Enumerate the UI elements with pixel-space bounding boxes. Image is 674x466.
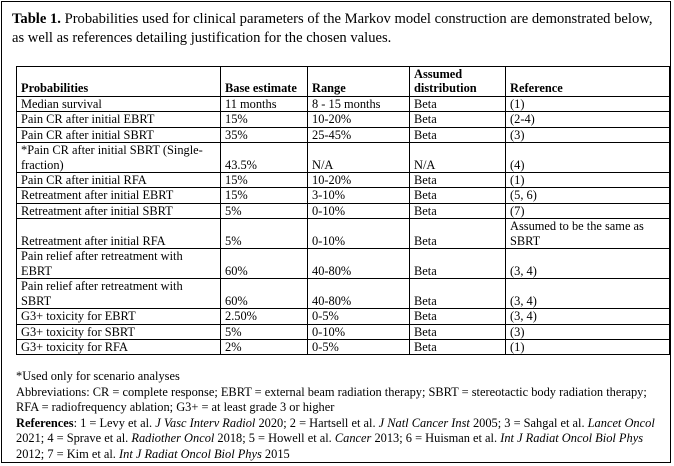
cell-range: N/A: [308, 143, 410, 173]
ref-journal: J Vasc Interv Radiol: [155, 415, 256, 430]
table-row: [17, 143, 670, 173]
cell-ref: (5, 6): [506, 188, 670, 203]
cell-param: G3+ toxicity for RFA: [17, 340, 221, 355]
cell-param: Pain CR after initial RFA: [17, 173, 221, 188]
cell-ref: (1): [506, 96, 670, 111]
cell-base: 15%: [221, 112, 308, 127]
ref-journal: Radiother Oncol: [131, 431, 215, 445]
header-base-estimate: Base estimate: [221, 67, 308, 97]
table-row: [17, 219, 670, 249]
ref-text: 2020; 2 = Hartsell et al.: [255, 415, 379, 430]
cell-range: 10-20%: [308, 112, 410, 127]
cell-ref: (4): [506, 143, 670, 173]
cell-base: 5%: [221, 219, 308, 249]
cell-base: 11 months: [221, 96, 308, 111]
cell-range: 0-5%: [308, 309, 410, 324]
cell-base: 15%: [221, 188, 308, 203]
cell-dist: Beta: [410, 173, 506, 188]
cell-param: Pain relief after retreatment with EBRT: [17, 249, 221, 279]
cell-dist: Beta: [410, 340, 506, 355]
references-label: References: [16, 415, 74, 430]
cell-param: Pain relief after retreatment with SBRT: [17, 279, 221, 309]
cell-ref: (7): [506, 203, 670, 218]
cell-ref: (1): [506, 173, 670, 188]
header-probabilities: Probabilities: [17, 67, 221, 97]
ref-journal: Int J Radiat Oncol Biol Phys: [500, 431, 644, 445]
table-frame: [1, 1, 671, 463]
cell-base: 35%: [221, 127, 308, 142]
cell-base: 5%: [221, 324, 308, 339]
cell-range: 40-80%: [308, 249, 410, 279]
ref-journal: Lancet Oncol: [587, 415, 655, 430]
table-row: [17, 340, 670, 355]
ref-text: 2018; 5 = Howell et al.: [214, 431, 335, 445]
header-reference: Reference: [506, 67, 670, 97]
cell-dist: Beta: [410, 203, 506, 218]
cell-range: 10-20%: [308, 173, 410, 188]
cell-base: 2.50%: [221, 309, 308, 324]
cell-param: *Pain CR after initial SBRT (Single-fraction): [17, 143, 221, 173]
ref-journal: Cancer: [334, 431, 372, 445]
table-row: [17, 96, 670, 111]
cell-range: 0-10%: [308, 219, 410, 249]
table-row: [17, 188, 670, 203]
scenario-note: *Used only for scenario analyses: [16, 369, 180, 383]
cell-param: G3+ toxicity for EBRT: [17, 309, 221, 324]
cell-base: 43.5%: [221, 143, 308, 173]
cell-dist: Beta: [410, 324, 506, 339]
cell-ref: (3, 4): [506, 309, 670, 324]
cell-dist: Beta: [410, 96, 506, 111]
cell-base: 60%: [221, 279, 308, 309]
cell-range: 25-45%: [308, 127, 410, 142]
cell-ref: (3): [506, 324, 670, 339]
cell-param: Retreatment after initial SBRT: [17, 203, 221, 218]
caption-text: Probabilities used for clinical parameters of the Markov model construction are demonstrated below, as well as references detailing justification for the chosen values.: [12, 11, 653, 46]
cell-ref: (3): [506, 127, 670, 142]
cell-param: Median survival: [17, 96, 221, 111]
table-row: [17, 324, 670, 339]
ref-text: 2005; 3 = Sahgal et al.: [469, 415, 588, 430]
cell-param: Retreatment after initial EBRT: [17, 188, 221, 203]
table-row: [17, 249, 670, 279]
cell-ref: (2-4): [506, 112, 670, 127]
table-row: [17, 112, 670, 127]
header-row: [17, 67, 670, 97]
caption-label: Table 1.: [12, 11, 61, 27]
table-notes: [16, 369, 656, 462]
cell-dist: Beta: [410, 112, 506, 127]
ref-journal: Int J Radiat Oncol Biol Phys: [119, 446, 262, 461]
table-row: [17, 203, 670, 218]
header-range: Range: [308, 67, 410, 97]
cell-param: G3+ toxicity for SBRT: [17, 324, 221, 339]
header-assumed-distribution: Assumed distribution: [410, 67, 506, 97]
cell-dist: Beta: [410, 279, 506, 309]
cell-range: 8 - 15 months: [308, 96, 410, 111]
cell-ref: (3, 4): [506, 279, 670, 309]
cell-dist: N/A: [410, 143, 506, 173]
ref-text: 2012; 7 = Kim et al.: [16, 446, 120, 461]
cell-range: 0-5%: [308, 340, 410, 355]
cell-dist: Beta: [410, 309, 506, 324]
cell-range: 3-10%: [308, 188, 410, 203]
references-note: [16, 416, 656, 463]
abbreviations-note: Abbreviations: CR = complete response; EBRT = external beam radiation therapy; SBRT = stereotactic body radiation therapy; RFA = radiofrequency ablation; G3+ = at least grade 3 or higher: [16, 384, 647, 414]
table-row: [17, 173, 670, 188]
cell-dist: Beta: [410, 188, 506, 203]
cell-param: Pain CR after initial SBRT: [17, 127, 221, 142]
cell-base: 5%: [221, 203, 308, 218]
cell-dist: Beta: [410, 127, 506, 142]
cell-base: 2%: [221, 340, 308, 355]
table-row: [17, 309, 670, 324]
ref-text: : 1 = Levy et al.: [73, 415, 156, 430]
cell-base: 60%: [221, 249, 308, 279]
ref-text: 2015: [261, 446, 290, 461]
cell-ref: (3, 4): [506, 249, 670, 279]
ref-text: 2021; 4 = Sprave et al.: [16, 431, 132, 445]
cell-range: 0-10%: [308, 324, 410, 339]
ref-journal: J Natl Cancer Inst: [378, 415, 470, 430]
cell-dist: Beta: [410, 249, 506, 279]
cell-ref: Assumed to be the same as SBRT: [506, 219, 670, 249]
cell-range: 0-10%: [308, 203, 410, 218]
table-caption: [12, 10, 662, 48]
cell-range: 40-80%: [308, 279, 410, 309]
ref-text: 2013; 6 = Huisman et al.: [371, 431, 501, 445]
cell-param: Pain CR after initial EBRT: [17, 112, 221, 127]
probabilities-table: [16, 66, 670, 355]
cell-base: 15%: [221, 173, 308, 188]
cell-dist: Beta: [410, 219, 506, 249]
cell-ref: (1): [506, 340, 670, 355]
table-row: [17, 127, 670, 142]
table-row: [17, 279, 670, 309]
cell-param: Retreatment after initial RFA: [17, 219, 221, 249]
